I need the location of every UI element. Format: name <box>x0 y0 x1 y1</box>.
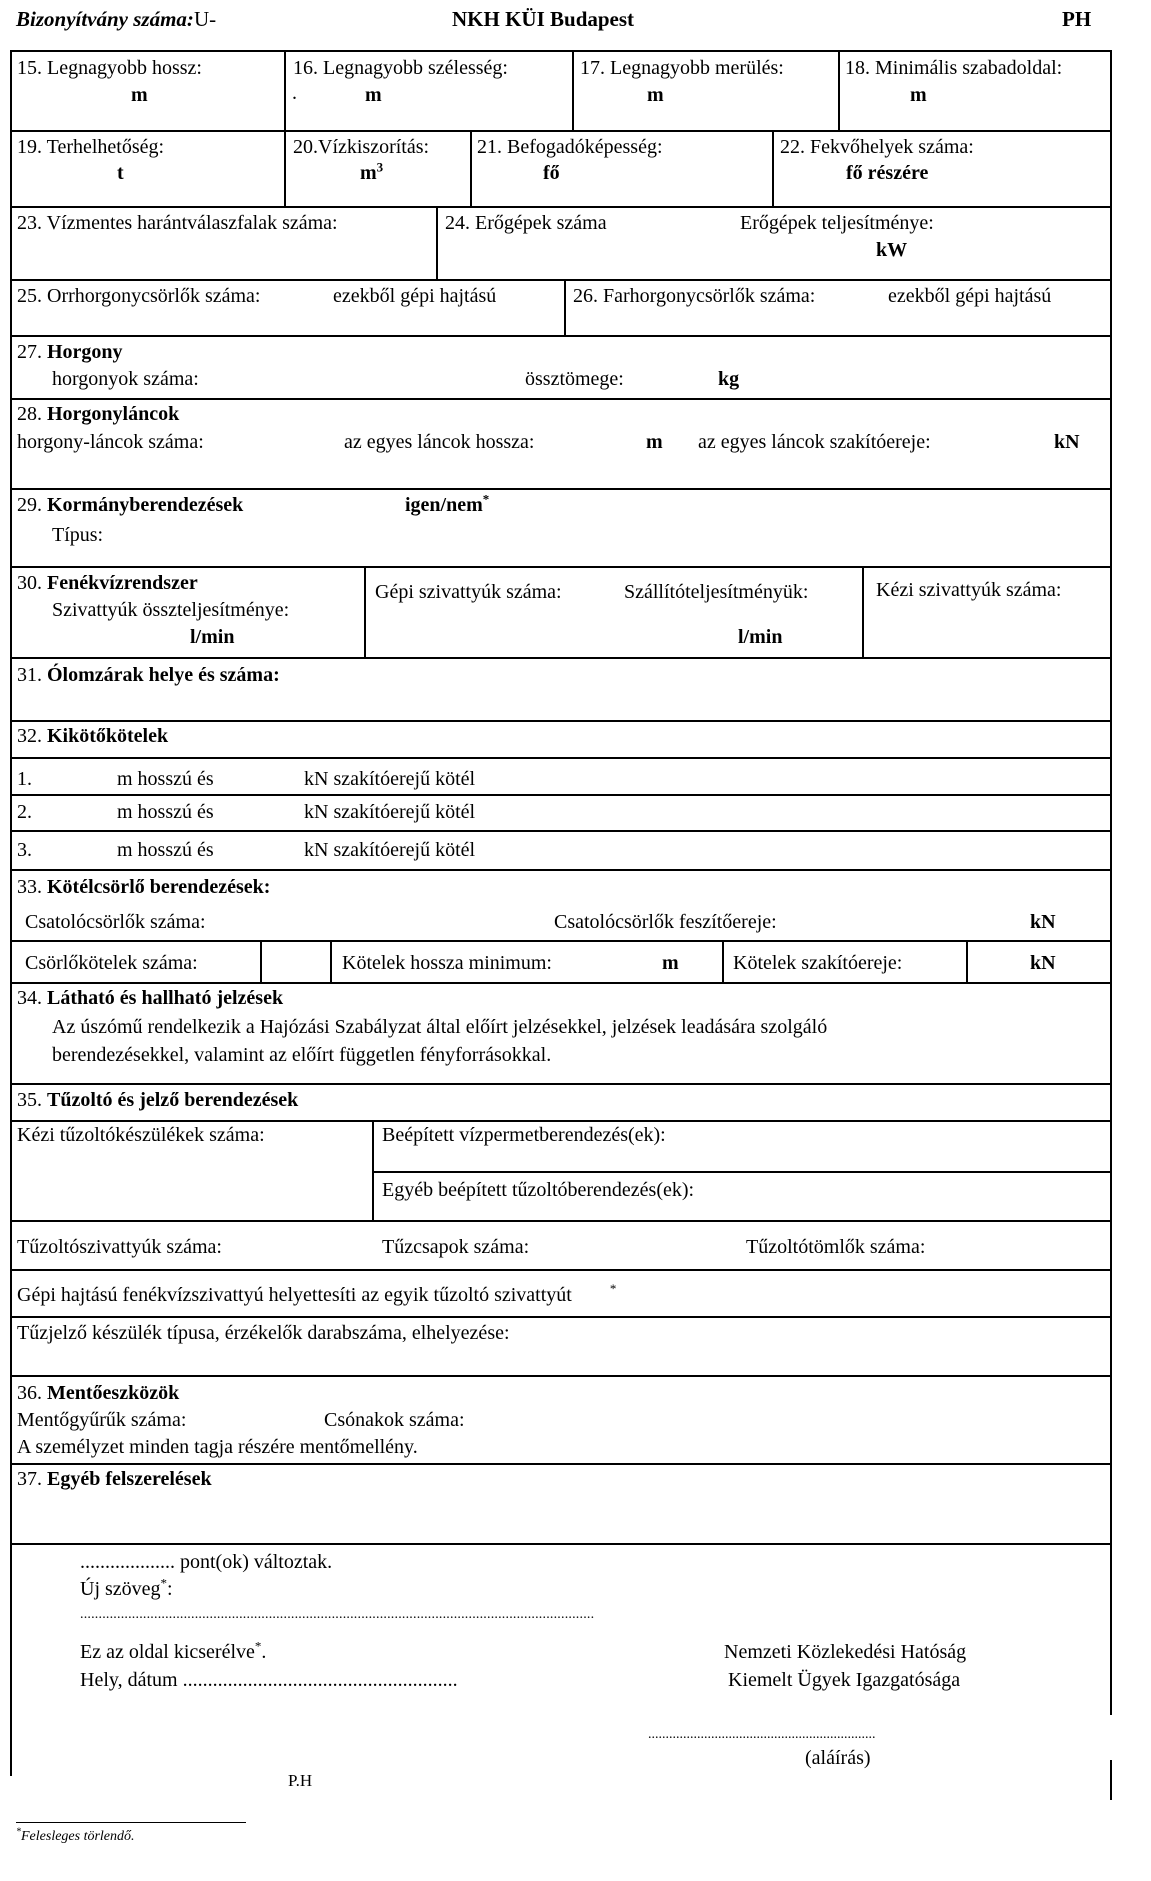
divider <box>10 830 1111 832</box>
place-date-line: Hely, dátum ....................................................... <box>80 1669 458 1691</box>
divider <box>372 1171 1111 1173</box>
divider <box>10 335 1111 337</box>
divider <box>1110 1760 1112 1800</box>
authority-name-line1: Nemzeti Közlekedési Hatóság <box>724 1641 967 1663</box>
divider <box>966 940 968 982</box>
divider <box>372 1120 374 1220</box>
field-18-label: 18. Minimális szabadoldal: <box>845 57 1063 79</box>
signals-text-line2: berendezésekkel, valamint az előírt független fényforrásokkal. <box>52 1044 552 1066</box>
lifejacket-text: A személyzet minden tagja részére mentőmellény. <box>17 1436 418 1458</box>
rope-1-strength: kN szakítóerejű kötél <box>304 768 476 790</box>
divider <box>10 940 1111 942</box>
divider <box>10 1220 1111 1222</box>
coupling-force-unit: kN <box>1030 911 1056 933</box>
chain-strength-label: az egyes láncok szakítóereje: <box>698 431 931 453</box>
divider <box>10 1316 1111 1318</box>
field-19-unit: t <box>117 162 124 184</box>
divider <box>838 50 840 130</box>
section-35-title: 35. Tűzoltó és jelző berendezések <box>17 1089 299 1111</box>
section-37-title: 37. Egyéb felszerelések <box>17 1468 212 1490</box>
footnote-rule <box>16 1822 246 1823</box>
field-25b-label: ezekből gépi hajtású <box>333 285 497 307</box>
field-24-label: 24. Erőgépek száma <box>445 212 607 234</box>
section-36-title: 36. Mentőeszközök <box>17 1382 180 1404</box>
field-16-label: 16. Legnagyobb szélesség: <box>293 57 508 79</box>
divider <box>10 794 1111 796</box>
divider <box>284 130 286 206</box>
new-text-dotted-line: ........................................................................................................................................... <box>80 1607 595 1622</box>
section-29-title: 29. Kormányberendezések <box>17 494 244 516</box>
anchor-count-label: horgonyok száma: <box>52 368 199 390</box>
fire-detector-label: Tűzjelző készülék típusa, érzékelők darabszáma, elhelyezése: <box>17 1322 510 1344</box>
chain-count-label: horgony-láncok száma: <box>17 431 204 453</box>
chain-strength-unit: kN <box>1054 431 1080 453</box>
field-22-unit: fő részére <box>846 162 929 184</box>
rope-min-length-label: Kötelek hossza minimum: <box>342 952 552 974</box>
bilge-replaces-fire-pump: Gépi hajtású fenékvízszivattyú helyettesíti az egyik tűzoltó szivattyút * <box>17 1281 617 1306</box>
new-text-label: Új szöveg*: <box>80 1575 173 1600</box>
pump-capacity-label: Szállítóteljesítményük: <box>624 581 809 603</box>
table-top-border <box>10 50 1111 52</box>
field-17-unit: m <box>647 84 664 106</box>
steering-yes-no: igen/nem* <box>405 491 490 516</box>
divider <box>260 940 262 982</box>
rope-3-strength: kN szakítóerejű kötél <box>304 839 476 861</box>
field-18-unit: m <box>910 84 927 106</box>
rope-2-length: m hosszú és <box>117 801 214 823</box>
field-16-unit: m <box>365 84 382 106</box>
mech-pump-label: Gépi szivattyúk száma: <box>375 581 562 603</box>
field-17-label: 17. Legnagyobb merülés: <box>580 57 784 79</box>
divider <box>10 130 1111 132</box>
section-32-title: 32. Kikötőkötelek <box>17 725 169 747</box>
field-20-unit: $m^3$ <box>360 159 384 184</box>
footnote-text: *Felesleges törlendő. <box>16 1826 135 1844</box>
certificate-number-label: Bizonyítvány száma:U- <box>16 7 217 31</box>
field-21-unit: fő <box>543 162 560 184</box>
field-15-label: 15. Legnagyobb hossz: <box>17 57 202 79</box>
divider <box>10 279 1111 281</box>
anchor-mass-unit: kg <box>718 368 740 390</box>
page-replaced-text: Ez az oldal kicserélve*. <box>80 1638 267 1663</box>
rope-2-number: 2. <box>17 801 32 823</box>
divider <box>10 398 1111 400</box>
signature-label: (aláírás) <box>805 1747 871 1769</box>
sprinkler-label: Beépített vízpermetberendezés(ek): <box>382 1124 666 1146</box>
hydrants-label: Tűzcsapok száma: <box>382 1236 530 1258</box>
divider <box>722 940 724 982</box>
portable-extinguisher-label: Kézi tűzoltókészülékek száma: <box>17 1124 265 1146</box>
pump-total-label: Szivattyúk összteljesítménye: <box>52 599 290 621</box>
field-22-label: 22. Fekvőhelyek száma: <box>780 136 974 158</box>
changed-points-text: ................... pont(ok) változtak. <box>80 1551 333 1573</box>
field-21-label: 21. Befogadóképesség: <box>477 136 663 158</box>
field-26-label: 26. Farhorgonycsörlők száma: <box>573 285 816 307</box>
chain-length-label: az egyes láncok hossza: <box>344 431 535 453</box>
rope-3-length: m hosszú és <box>117 839 214 861</box>
divider <box>10 488 1111 490</box>
field-16-dot: . <box>292 82 297 104</box>
boat-count-label: Csónakok száma: <box>324 1409 465 1431</box>
pump-capacity-unit: l/min <box>738 626 783 648</box>
signals-text-line1: Az úszómű rendelkezik a Hajózási Szabályzat által előírt jelzésekkel, jelzések leadására szolgáló <box>52 1016 828 1038</box>
divider <box>436 206 438 279</box>
divider <box>10 1375 1111 1377</box>
rope-strength-unit: kN <box>1030 952 1056 974</box>
section-34-title: 34. Látható és hallható jelzések <box>17 987 284 1009</box>
authority-name-line2: Kiemelt Ügyek Igazgatósága <box>728 1669 961 1691</box>
divider <box>772 130 774 206</box>
section-28-title: 28. Horgonyláncok <box>17 403 180 425</box>
field-26b-label: ezekből gépi hajtású <box>888 285 1052 307</box>
signature-dotted-line: ................................................................. <box>648 1727 876 1742</box>
divider <box>10 206 1111 208</box>
section-27-title: 27. Horgony <box>17 341 123 363</box>
divider <box>10 1269 1111 1271</box>
field-19-label: 19. Terhelhetőség: <box>17 136 165 158</box>
divider <box>10 869 1111 871</box>
chain-length-unit: m <box>646 431 663 453</box>
field-23-label: 23. Vízmentes harántválaszfalak száma: <box>17 212 338 234</box>
divider <box>364 566 366 657</box>
divider <box>470 130 472 206</box>
divider <box>10 566 1111 568</box>
fire-pumps-label: Tűzoltószivattyúk száma: <box>17 1236 222 1258</box>
divider <box>10 757 1111 759</box>
divider <box>10 720 1111 722</box>
divider <box>10 982 1111 984</box>
stamp-ph: P.H <box>288 1771 313 1790</box>
authority-title: NKH KÜI Budapest <box>452 7 635 31</box>
divider <box>10 1120 1111 1122</box>
divider <box>330 940 332 982</box>
lifebuoy-count-label: Mentőgyűrűk száma: <box>17 1409 187 1431</box>
divider <box>284 50 286 130</box>
winch-rope-count-label: Csörlőkötelek száma: <box>25 952 198 974</box>
divider <box>10 1083 1111 1085</box>
field-25-label: 25. Orrhorgonycsörlők száma: <box>17 285 261 307</box>
rope-strength-label: Kötelek szakítóereje: <box>733 952 903 974</box>
coupling-count-label: Csatolócsörlők száma: <box>25 911 206 933</box>
outer-right-border <box>1110 50 1112 1715</box>
rope-1-length: m hosszú és <box>117 768 214 790</box>
divider <box>10 657 1111 659</box>
divider <box>10 1543 1111 1545</box>
rope-1-number: 1. <box>17 768 32 790</box>
manual-pump-label: Kézi szivattyúk száma: <box>876 579 1062 601</box>
rope-2-strength: kN szakítóerejű kötél <box>304 801 476 823</box>
anchor-mass-label: össztömege: <box>525 368 624 390</box>
divider <box>862 566 864 657</box>
divider <box>572 50 574 130</box>
divider <box>10 1463 1111 1465</box>
outer-left-border <box>10 50 12 1776</box>
divider <box>564 279 566 335</box>
section-33-title: 33. Kötélcsörlő berendezések: <box>17 876 271 898</box>
rope-3-number: 3. <box>17 839 32 861</box>
field-24b-unit: kW <box>876 239 908 261</box>
hoses-label: Tűzoltótömlők száma: <box>746 1236 926 1258</box>
section-30-title: 30. Fenékvízrendszer <box>17 572 198 594</box>
section-31-title: 31. Ólomzárak helye és száma: <box>17 664 280 686</box>
header-ph: PH <box>1062 7 1092 31</box>
coupling-force-label: Csatolócsörlők feszítőereje: <box>554 911 777 933</box>
field-15-unit: m <box>131 84 148 106</box>
steering-type-label: Típus: <box>52 524 104 546</box>
field-20-label: 20.Vízkiszorítás: <box>293 136 430 158</box>
rope-min-length-unit: m <box>662 952 679 974</box>
pump-total-unit: l/min <box>190 626 235 648</box>
field-24b-label: Erőgépek teljesítménye: <box>740 212 934 234</box>
other-fire-system-label: Egyéb beépített tűzoltóberendezés(ek): <box>382 1179 695 1201</box>
